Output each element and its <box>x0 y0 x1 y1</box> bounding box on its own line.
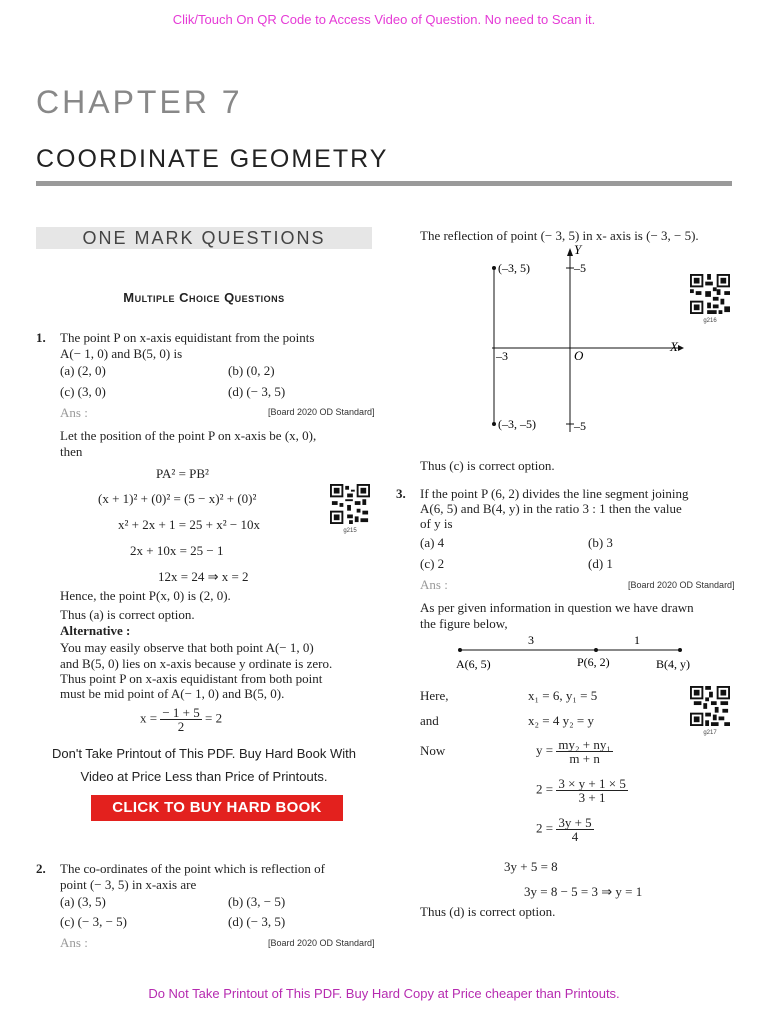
q2-qr-code[interactable] <box>690 274 730 324</box>
q1-qr-code[interactable] <box>330 484 370 534</box>
ratio-label-3: 3 <box>528 633 534 647</box>
point-label-top: (–3, 5) <box>498 261 530 275</box>
promo-line2: Video at Price Less than Price of Printouts. <box>80 769 328 784</box>
q1-option-b: (b) (0, 2) <box>228 363 275 378</box>
q3-now-denominator: m + n <box>569 751 600 766</box>
qr-code-icon <box>690 274 730 314</box>
q3-step1-denominator: 3 + 1 <box>578 790 606 805</box>
q2-text-line1: The co-ordinates of the point which is reflection of <box>60 861 325 876</box>
point-b-label: B(4, y) <box>656 657 690 671</box>
x-tick-label: –3 <box>496 349 508 363</box>
bottom-banner[interactable]: Do Not Take Printout of This PDF. Buy Hard Copy at Price cheaper than Printouts. <box>148 986 620 1001</box>
q1-option-d: (d) (− 3, 5) <box>228 384 286 399</box>
q3-option-c: (c) 2 <box>420 556 445 571</box>
q1-text-line2: A(− 1, 0) and B(5, 0) is <box>60 346 183 361</box>
q3-step1-lhs: 2 = <box>536 781 554 797</box>
point-p-label: P(6, 2) <box>577 655 610 669</box>
q1-ans-label: Ans : <box>60 405 88 420</box>
q1-option-c: (c) (3, 0) <box>60 384 106 399</box>
q1-midpoint-formula <box>140 706 222 733</box>
q3-text-line3: of y is <box>420 516 453 531</box>
q3-qr-label: g217 <box>703 730 717 736</box>
q3-option-a: (a) 4 <box>420 535 445 550</box>
q3-step3: 3y + 5 = 8 <box>504 859 558 874</box>
section-subheading: Multiple Choice Questions <box>123 290 285 305</box>
q3-source: [Board 2020 OD Standard] <box>628 580 735 590</box>
q3-step2-denominator: 4 <box>571 829 579 844</box>
x-axis-arrow-icon <box>678 345 684 351</box>
q3-now-label: Now <box>420 743 446 758</box>
q2-option-d: (d) (− 3, 5) <box>228 914 286 929</box>
q3-ans-label: Ans : <box>420 577 448 592</box>
q3-info-line2: the figure below, <box>420 616 508 631</box>
q3-step1-numerator: 3 × y + 1 × 5 <box>558 776 626 791</box>
q3-step2-lhs: 2 = <box>536 820 554 836</box>
q2-option-b: (b) (3, − 5) <box>228 894 286 909</box>
q1-solution-line2: then <box>60 444 83 459</box>
q2-qr-label: g216 <box>703 318 717 324</box>
q2-reflection-graph <box>420 244 690 444</box>
q2-source: [Board 2020 OD Standard] <box>268 938 375 948</box>
q3-option-b: (b) 3 <box>588 535 613 550</box>
q1-alt-line2: and B(5, 0) lies on x-axis because y ordinate is zero. <box>60 656 333 671</box>
q1-alt-line1: You may easily observe that both point A(− 1, 0) <box>60 640 314 655</box>
chapter-label: CHAPTER 7 <box>36 84 243 120</box>
q3-info-line1: As per given information in question we have drawn <box>420 600 694 615</box>
q3-text-line1: If the point P (6, 2) divides the line segment joining <box>420 486 689 501</box>
q3-qr-code[interactable] <box>690 686 730 736</box>
q1-solution-line1: Let the position of the point P on x-axis be (x, 0), <box>60 428 317 443</box>
q3-step4: 3y = 8 − 5 = 3 ⇒ y = 1 <box>524 884 643 899</box>
ratio-label-1: 1 <box>634 633 640 647</box>
header-rule <box>36 181 732 186</box>
point-b <box>678 648 682 652</box>
point-minus3-minus5 <box>492 422 496 426</box>
q3-now-numerator: my₂ + ny₁ <box>558 737 611 752</box>
q2-option-a: (a) (3, 5) <box>60 894 106 909</box>
q1-hence: Hence, the point P(x, 0) is (2, 0). <box>60 588 231 603</box>
q3-option-d: (d) 1 <box>588 556 613 571</box>
qr-code-icon <box>330 484 370 524</box>
q3-segment-figure <box>440 628 720 676</box>
y-axis-label: Y <box>574 244 582 257</box>
x-axis-label: X <box>670 339 678 354</box>
q3-and-label: and <box>420 713 439 728</box>
q1-mid-lhs: x = <box>140 710 158 726</box>
y-axis-arrow-icon <box>567 248 573 256</box>
q1-mid-numerator: − 1 + 5 <box>162 705 200 720</box>
q1-mid-rhs: = 2 <box>205 710 223 726</box>
q1-alt-heading: Alternative : <box>60 623 131 638</box>
y-tick-label-top: –5 <box>574 261 586 275</box>
q3-thus: Thus (d) is correct option. <box>420 904 556 919</box>
q3-section-formula <box>536 738 613 765</box>
point-p <box>594 648 598 652</box>
point-a <box>458 648 462 652</box>
q1-source: [Board 2020 OD Standard] <box>268 407 375 417</box>
q3-step2 <box>536 816 594 843</box>
q3-step1 <box>536 777 628 804</box>
q2-option-c: (c) (− 3, − 5) <box>60 914 127 929</box>
q1-number: 1. <box>36 330 46 345</box>
q1-alt-line3: Thus point P on x-axis equidistant from both point <box>60 671 323 686</box>
y-tick-label-bottom: –5 <box>574 419 586 433</box>
q3-step2-numerator: 3y + 5 <box>558 815 592 830</box>
section-heading: ONE MARK QUESTIONS <box>36 227 372 249</box>
qr-code-icon <box>690 686 730 726</box>
point-label-bottom: (–3, –5) <box>498 417 536 431</box>
q3-here-eq: x₁ = 6, y₁ = 5 <box>528 688 598 703</box>
point-a-label: A(6, 5) <box>456 657 491 671</box>
q1-eq1: PA² = PB² <box>156 466 209 481</box>
promo-line1: Don't Take Printout of This PDF. Buy Hard Book With <box>51 746 357 761</box>
origin-label: O <box>574 348 584 363</box>
q1-qr-label: g215 <box>343 528 357 534</box>
q3-now-lhs: y = <box>536 742 554 758</box>
top-banner[interactable]: Clik/Touch On QR Code to Access Video of Question. No need to Scan it. <box>172 12 596 27</box>
q2-number: 2. <box>36 861 46 876</box>
buy-hard-book-button[interactable]: CLICK TO BUY HARD BOOK <box>91 795 343 821</box>
q1-alt-line4: must be mid point of A(− 1, 0) and B(5, 0). <box>60 686 285 701</box>
q1-mid-denominator: 2 <box>177 719 185 734</box>
q2-text-line2: point (− 3, 5) in x-axis are <box>60 877 197 892</box>
q1-eq2: (x + 1)² + (0)² = (5 − x)² + (0)² <box>98 491 257 506</box>
point-minus3-5 <box>492 266 496 270</box>
q2-reflection-text: The reflection of point (− 3, 5) in x- axis is (− 3, − 5). <box>420 228 699 243</box>
q1-option-a: (a) (2, 0) <box>60 363 106 378</box>
q2-ans-label: Ans : <box>60 935 88 950</box>
q1-text-line1: The point P on x-axis equidistant from the points <box>60 330 315 345</box>
q3-here-label: Here, <box>420 688 449 703</box>
q1-eq4: 2x + 10x = 25 − 1 <box>130 543 224 558</box>
q3-and-eq: x₂ = 4 y₂ = y <box>528 713 594 728</box>
q3-text-line2: A(6, 5) and B(4, y) in the ratio 3 : 1 then the value <box>420 501 682 516</box>
q2-thus: Thus (c) is correct option. <box>420 458 555 473</box>
q1-eq3: x² + 2x + 1 = 25 + x² − 10x <box>118 517 260 532</box>
chapter-title: COORDINATE GEOMETRY <box>36 145 389 173</box>
q1-eq5: 12x = 24 ⇒ x = 2 <box>158 569 249 584</box>
q1-thus: Thus (a) is correct option. <box>60 607 195 622</box>
q3-number: 3. <box>396 486 406 501</box>
